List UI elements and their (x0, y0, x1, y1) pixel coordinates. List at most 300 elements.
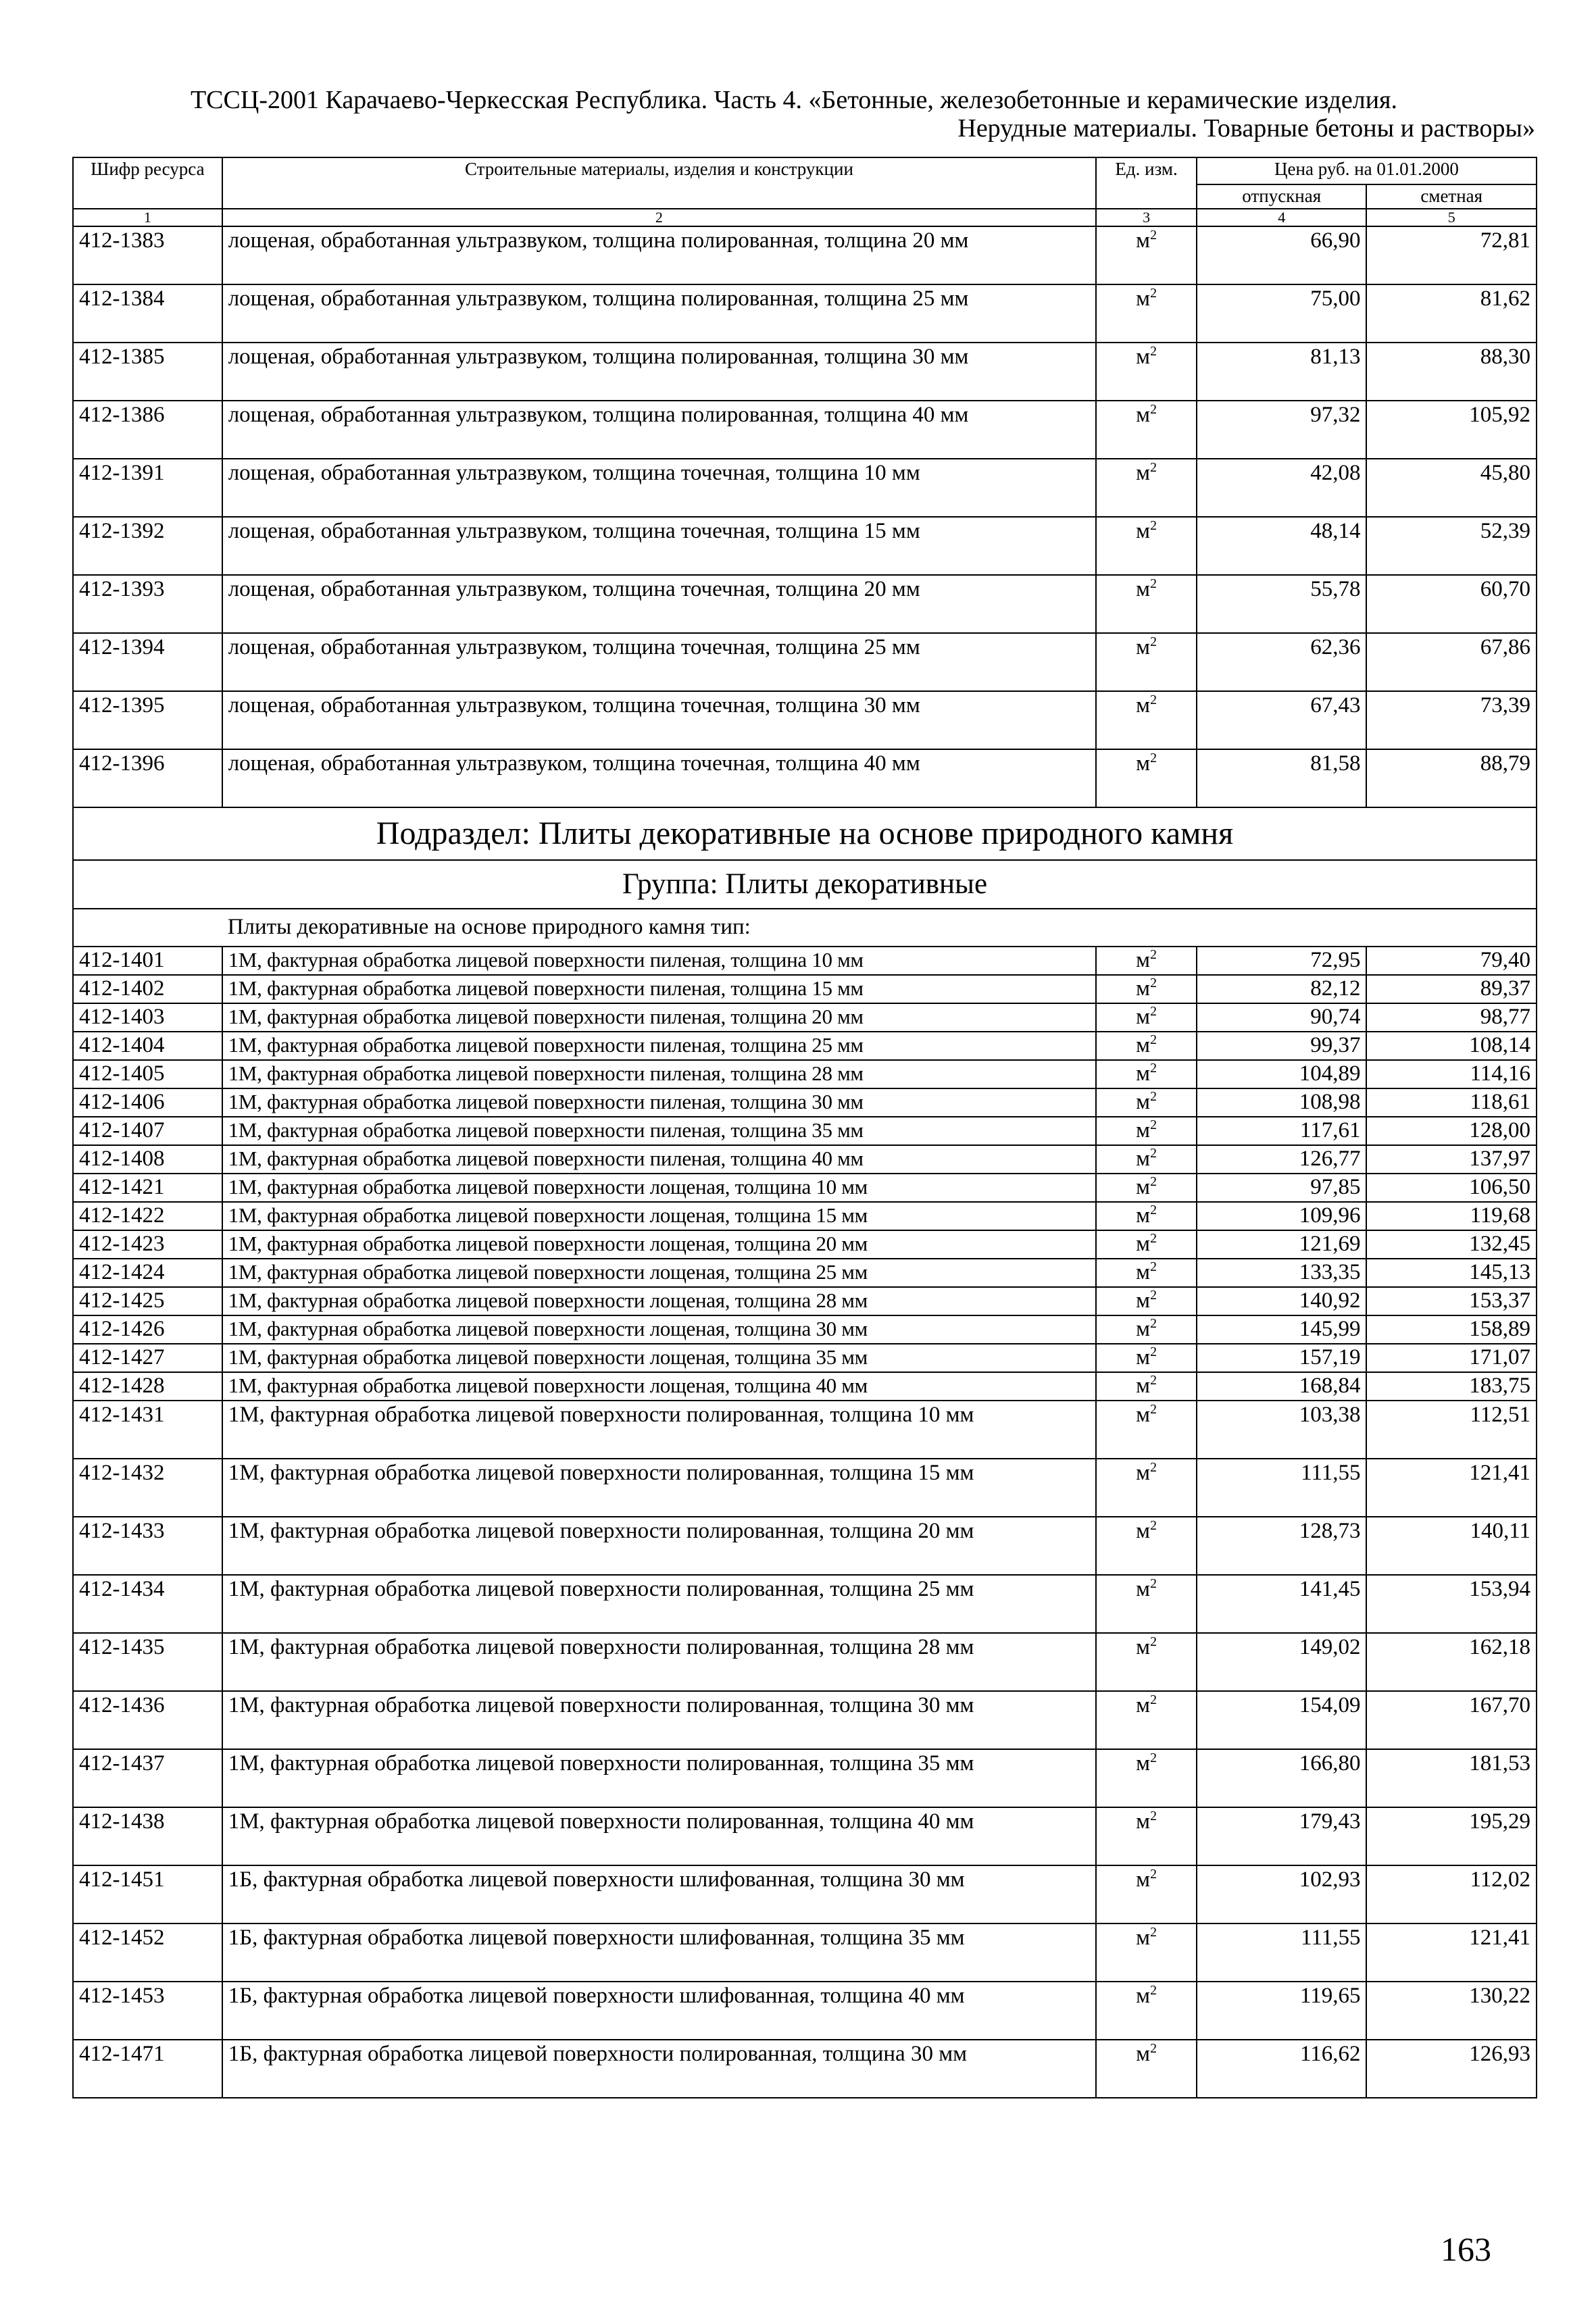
unit-text: м (1136, 345, 1151, 369)
material-name: 1Б, фактурная обработка лицевой поверхности шлифованная, толщина 35 мм (222, 1923, 1096, 1982)
header-release-price: отпускная (1197, 184, 1367, 209)
estimate-price: 73,39 (1366, 691, 1537, 749)
material-name: 1М, фактурная обработка лицевой поверхности пиленая, толщина 20 мм (222, 1003, 1096, 1032)
release-price: 67,43 (1197, 691, 1367, 749)
unit-text: м (1136, 1403, 1151, 1427)
material-name: 1М, фактурная обработка лицевой поверхности пиленая, толщина 30 мм (222, 1088, 1096, 1117)
unit-cell (1096, 691, 1197, 749)
estimate-price: 162,18 (1366, 1633, 1537, 1691)
column-number: 2 (222, 209, 1096, 226)
resource-code: 412-1391 (73, 459, 222, 517)
rows-short (73, 947, 1537, 1401)
unit-cell (1096, 633, 1197, 691)
table-row (73, 1202, 1537, 1230)
release-price: 99,37 (1197, 1032, 1367, 1060)
resource-code: 412-1406 (73, 1088, 222, 1117)
unit-superscript: 2 (1150, 1344, 1157, 1359)
table-row (73, 1060, 1537, 1088)
unit-text: м (1136, 1984, 1151, 2008)
estimate-price: 114,16 (1366, 1060, 1537, 1088)
unit-text: м (1136, 1577, 1151, 1601)
release-price: 103,38 (1197, 1401, 1367, 1459)
material-name: 1М, фактурная обработка лицевой поверхности полированная, толщина 15 мм (222, 1459, 1096, 1517)
header-price: Цена руб. на 01.01.2000 (1197, 157, 1537, 184)
estimate-price: 112,51 (1366, 1401, 1537, 1459)
table-row (73, 1117, 1537, 1145)
unit-superscript: 2 (1150, 1925, 1157, 1940)
release-price: 97,85 (1197, 1174, 1367, 1202)
unit-text: м (1136, 1809, 1151, 1834)
resource-code: 412-1452 (73, 1923, 222, 1982)
unit-superscript: 2 (1150, 1316, 1157, 1331)
material-name: 1М, фактурная обработка лицевой поверхности лощеная, толщина 15 мм (222, 1202, 1096, 1230)
material-name: лощеная, обработанная ультразвуком, толщина точечная, толщина 15 мм (222, 517, 1096, 575)
table-row (73, 1287, 1537, 1315)
unit-superscript: 2 (1150, 1518, 1157, 1533)
unit-cell (1096, 459, 1197, 517)
resource-code: 412-1408 (73, 1145, 222, 1174)
release-price: 111,55 (1197, 1459, 1367, 1517)
unit-superscript: 2 (1150, 1089, 1157, 1104)
unit-cell (1096, 1982, 1197, 2040)
unit-superscript: 2 (1150, 228, 1157, 243)
release-price: 149,02 (1197, 1633, 1367, 1691)
resource-code: 412-1471 (73, 2040, 222, 2098)
unit-text: м (1136, 1693, 1151, 1717)
unit-text: м (1136, 693, 1151, 718)
unit-text: м (1136, 1005, 1151, 1029)
resource-code: 412-1425 (73, 1287, 222, 1315)
table-row (73, 1807, 1537, 1865)
release-price: 82,12 (1197, 975, 1367, 1003)
header-code: Шифр ресурса (73, 157, 222, 209)
unit-superscript: 2 (1150, 1032, 1157, 1047)
unit-text: м (1136, 1061, 1151, 1086)
release-price: 140,92 (1197, 1287, 1367, 1315)
material-name: 1М, фактурная обработка лицевой поверхности пиленая, толщина 40 мм (222, 1145, 1096, 1174)
resource-code: 412-1383 (73, 226, 222, 284)
table-row (73, 1865, 1537, 1923)
resource-code: 412-1422 (73, 1202, 222, 1230)
document-title-line1: ТССЦ-2001 Карачаево-Черкесская Республика. Часть 4. «Бетонные, железобетонные и керамические изделия. (190, 86, 1398, 114)
material-name: лощеная, обработанная ультразвуком, толщина полированная, толщина 20 мм (222, 226, 1096, 284)
unit-superscript: 2 (1150, 1402, 1157, 1417)
unit-text: м (1136, 286, 1151, 311)
table-row (73, 1401, 1537, 1459)
unit-superscript: 2 (1150, 1460, 1157, 1475)
release-price: 133,35 (1197, 1259, 1367, 1287)
resource-code: 412-1451 (73, 1865, 222, 1923)
estimate-price: 158,89 (1366, 1315, 1537, 1344)
table-row (73, 1315, 1537, 1344)
column-number: 5 (1366, 209, 1537, 226)
release-price: 166,80 (1197, 1749, 1367, 1807)
group-heading: Группа: Плиты декоративные (73, 860, 1537, 909)
resource-code: 412-1404 (73, 1032, 222, 1060)
unit-superscript: 2 (1150, 976, 1157, 990)
table-row (73, 1459, 1537, 1517)
resource-code: 412-1432 (73, 1459, 222, 1517)
estimate-price: 171,07 (1366, 1344, 1537, 1372)
unit-cell (1096, 1230, 1197, 1259)
material-name: 1М, фактурная обработка лицевой поверхности пиленая, толщина 15 мм (222, 975, 1096, 1003)
material-name: 1М, фактурная обработка лицевой поверхности пиленая, толщина 28 мм (222, 1060, 1096, 1088)
unit-cell (1096, 1865, 1197, 1923)
table-row (73, 1259, 1537, 1287)
unit-cell (1096, 1344, 1197, 1372)
material-name: 1М, фактурная обработка лицевой поверхности лощеная, толщина 40 мм (222, 1372, 1096, 1401)
resource-code: 412-1384 (73, 284, 222, 343)
unit-text: м (1136, 1033, 1151, 1057)
resource-code: 412-1405 (73, 1060, 222, 1088)
unit-cell (1096, 1174, 1197, 1202)
unit-cell (1096, 1691, 1197, 1749)
material-name: 1М, фактурная обработка лицевой поверхности полированная, толщина 40 мм (222, 1807, 1096, 1865)
unit-superscript: 2 (1150, 634, 1157, 649)
unit-text: м (1136, 1147, 1151, 1171)
estimate-price: 181,53 (1366, 1749, 1537, 1807)
material-name: 1Б, фактурная обработка лицевой поверхности шлифованная, толщина 40 мм (222, 1982, 1096, 2040)
release-price: 97,32 (1197, 401, 1367, 459)
estimate-price: 81,62 (1366, 284, 1537, 343)
resource-code: 412-1435 (73, 1633, 222, 1691)
estimate-price: 60,70 (1366, 575, 1537, 633)
resource-code: 412-1428 (73, 1372, 222, 1401)
table-row (73, 1174, 1537, 1202)
unit-superscript: 2 (1150, 1634, 1157, 1649)
unit-superscript: 2 (1150, 1231, 1157, 1246)
unit-superscript: 2 (1150, 1867, 1157, 1882)
table-row (73, 459, 1537, 517)
unit-cell (1096, 1923, 1197, 1982)
unit-cell (1096, 517, 1197, 575)
release-price: 62,36 (1197, 633, 1367, 691)
unit-cell (1096, 1749, 1197, 1807)
estimate-price: 119,68 (1366, 1202, 1537, 1230)
resource-code: 412-1436 (73, 1691, 222, 1749)
unit-text: м (1136, 1751, 1151, 1776)
unit-cell (1096, 1633, 1197, 1691)
release-price: 128,73 (1197, 1517, 1367, 1575)
table-row (73, 1633, 1537, 1691)
release-price: 102,93 (1197, 1865, 1367, 1923)
material-name: 1М, фактурная обработка лицевой поверхности полированная, толщина 10 мм (222, 1401, 1096, 1459)
estimate-price: 126,93 (1366, 2040, 1537, 2098)
release-price: 119,65 (1197, 1982, 1367, 2040)
unit-superscript: 2 (1150, 1174, 1157, 1189)
unit-superscript: 2 (1150, 1983, 1157, 1998)
release-price: 48,14 (1197, 517, 1367, 575)
estimate-price: 195,29 (1366, 1807, 1537, 1865)
unit-superscript: 2 (1150, 1146, 1157, 1161)
release-price: 145,99 (1197, 1315, 1367, 1344)
unit-superscript: 2 (1150, 460, 1157, 475)
estimate-price: 153,37 (1366, 1287, 1537, 1315)
unit-text: м (1136, 403, 1151, 427)
resource-code: 412-1453 (73, 1982, 222, 2040)
unit-cell (1096, 1088, 1197, 1117)
unit-cell (1096, 575, 1197, 633)
unit-cell (1096, 947, 1197, 975)
unit-text: м (1136, 1461, 1151, 1485)
release-price: 168,84 (1197, 1372, 1367, 1401)
estimate-price: 121,41 (1366, 1459, 1537, 1517)
estimate-price: 89,37 (1366, 975, 1537, 1003)
resource-code: 412-1395 (73, 691, 222, 749)
table-row (73, 975, 1537, 1003)
unit-cell (1096, 1003, 1197, 1032)
price-table (72, 157, 1537, 2098)
unit-text: м (1136, 635, 1151, 659)
material-name: 1М, фактурная обработка лицевой поверхности лощеная, толщина 28 мм (222, 1287, 1096, 1315)
release-price: 108,98 (1197, 1088, 1367, 1117)
table-row (73, 1088, 1537, 1117)
release-price: 55,78 (1197, 575, 1367, 633)
estimate-price: 72,81 (1366, 226, 1537, 284)
release-price: 121,69 (1197, 1230, 1367, 1259)
unit-cell (1096, 1315, 1197, 1344)
material-name: лощеная, обработанная ультразвуком, толщина полированная, толщина 30 мм (222, 343, 1096, 401)
table-row (73, 1372, 1537, 1401)
document-title-line2: Нерудные материалы. Товарные бетоны и растворы» (957, 114, 1535, 143)
table-row (73, 633, 1537, 691)
material-name: 1М, фактурная обработка лицевой поверхности лощеная, толщина 10 мм (222, 1174, 1096, 1202)
resource-code: 412-1396 (73, 749, 222, 807)
release-price: 157,19 (1197, 1344, 1367, 1372)
material-name: 1М, фактурная обработка лицевой поверхности лощеная, толщина 35 мм (222, 1344, 1096, 1372)
resource-code: 412-1438 (73, 1807, 222, 1865)
column-number: 1 (73, 209, 222, 226)
unit-cell (1096, 1287, 1197, 1315)
material-name: лощеная, обработанная ультразвуком, толщина точечная, толщина 25 мм (222, 633, 1096, 691)
unit-cell (1096, 1372, 1197, 1401)
release-price: 42,08 (1197, 459, 1367, 517)
material-name: 1М, фактурная обработка лицевой поверхности полированная, толщина 25 мм (222, 1575, 1096, 1633)
table-row (73, 691, 1537, 749)
material-name: 1Б, фактурная обработка лицевой поверхности шлифованная, толщина 30 мм (222, 1865, 1096, 1923)
estimate-price: 45,80 (1366, 459, 1537, 517)
table-row (73, 1923, 1537, 1982)
release-price: 116,62 (1197, 2040, 1367, 2098)
resource-code: 412-1437 (73, 1749, 222, 1807)
resource-code: 412-1431 (73, 1401, 222, 1459)
note-spacer (73, 909, 222, 947)
unit-cell (1096, 1575, 1197, 1633)
release-price: 81,58 (1197, 749, 1367, 807)
resource-code: 412-1434 (73, 1575, 222, 1633)
table-row (73, 284, 1537, 343)
unit-cell (1096, 2040, 1197, 2098)
unit-superscript: 2 (1150, 518, 1157, 533)
table-row (73, 1032, 1537, 1060)
unit-cell (1096, 1202, 1197, 1230)
estimate-price: 167,70 (1366, 1691, 1537, 1749)
unit-cell (1096, 1145, 1197, 1174)
header-name: Строительные материалы, изделия и конструкции (222, 157, 1096, 209)
unit-text: м (1136, 976, 1151, 1001)
unit-text: м (1136, 2042, 1151, 2066)
unit-cell (1096, 1401, 1197, 1459)
resource-code: 412-1407 (73, 1117, 222, 1145)
unit-text: м (1136, 461, 1151, 485)
resource-code: 412-1385 (73, 343, 222, 401)
unit-superscript: 2 (1150, 1004, 1157, 1019)
table-row (73, 226, 1537, 284)
resource-code: 412-1386 (73, 401, 222, 459)
material-name: 1М, фактурная обработка лицевой поверхности лощеная, толщина 30 мм (222, 1315, 1096, 1344)
unit-superscript: 2 (1150, 1809, 1157, 1823)
estimate-price: 98,77 (1366, 1003, 1537, 1032)
rows-bottom (73, 1401, 1537, 2098)
release-price: 90,74 (1197, 1003, 1367, 1032)
unit-text: м (1136, 751, 1151, 776)
estimate-price: 79,40 (1366, 947, 1537, 975)
table-row (73, 1575, 1537, 1633)
resource-code: 412-1421 (73, 1174, 222, 1202)
material-name: 1М, фактурная обработка лицевой поверхности полированная, толщина 30 мм (222, 1691, 1096, 1749)
resource-code: 412-1427 (73, 1344, 222, 1372)
unit-cell (1096, 1517, 1197, 1575)
table-row (73, 2040, 1537, 2098)
resource-code: 412-1401 (73, 947, 222, 975)
unit-text: м (1136, 1175, 1151, 1199)
estimate-price: 130,22 (1366, 1982, 1537, 2040)
table-row (73, 1517, 1537, 1575)
estimate-price: 108,14 (1366, 1032, 1537, 1060)
release-price: 72,95 (1197, 947, 1367, 975)
material-name: 1М, фактурная обработка лицевой поверхности пиленая, толщина 35 мм (222, 1117, 1096, 1145)
release-price: 81,13 (1197, 343, 1367, 401)
estimate-price: 140,11 (1366, 1517, 1537, 1575)
table-row (73, 947, 1537, 975)
material-name: лощеная, обработанная ультразвуком, толщина точечная, толщина 10 мм (222, 459, 1096, 517)
unit-text: м (1136, 1118, 1151, 1142)
material-name: лощеная, обработанная ультразвуком, толщина полированная, толщина 40 мм (222, 401, 1096, 459)
unit-cell (1096, 401, 1197, 459)
unit-text: м (1136, 577, 1151, 601)
material-name: 1М, фактурная обработка лицевой поверхности лощеная, толщина 20 мм (222, 1230, 1096, 1259)
unit-superscript: 2 (1150, 1203, 1157, 1217)
resource-code: 412-1402 (73, 975, 222, 1003)
unit-cell (1096, 343, 1197, 401)
release-price: 109,96 (1197, 1202, 1367, 1230)
release-price: 117,61 (1197, 1117, 1367, 1145)
unit-text: м (1136, 1317, 1151, 1341)
estimate-price: 128,00 (1366, 1117, 1537, 1145)
release-price: 104,89 (1197, 1060, 1367, 1088)
unit-cell (1096, 1807, 1197, 1865)
material-name: 1М, фактурная обработка лицевой поверхности пиленая, толщина 10 мм (222, 947, 1096, 975)
unit-text: м (1136, 1519, 1151, 1543)
table-row (73, 1145, 1537, 1174)
subsection-heading: Подраздел: Плиты декоративные на основе природного камня (73, 807, 1537, 860)
unit-cell (1096, 1117, 1197, 1145)
estimate-price: 88,30 (1366, 343, 1537, 401)
unit-text: м (1136, 1203, 1151, 1228)
unit-cell (1096, 749, 1197, 807)
unit-superscript: 2 (1150, 1117, 1157, 1132)
material-name: лощеная, обработанная ультразвуком, толщина полированная, толщина 25 мм (222, 284, 1096, 343)
material-name: 1М, фактурная обработка лицевой поверхности лощеная, толщина 25 мм (222, 1259, 1096, 1287)
unit-text: м (1136, 1232, 1151, 1256)
group-note: Плиты декоративные на основе природного камня тип: (222, 909, 1537, 947)
estimate-price: 183,75 (1366, 1372, 1537, 1401)
unit-superscript: 2 (1150, 1373, 1157, 1388)
release-price: 154,09 (1197, 1691, 1367, 1749)
resource-code: 412-1424 (73, 1259, 222, 1287)
unit-superscript: 2 (1150, 1259, 1157, 1274)
column-number: 4 (1197, 209, 1367, 226)
unit-cell (1096, 975, 1197, 1003)
unit-superscript: 2 (1150, 344, 1157, 359)
unit-superscript: 2 (1150, 1751, 1157, 1765)
page-number: 163 (1441, 2230, 1491, 2268)
unit-text: м (1136, 948, 1151, 972)
unit-cell (1096, 226, 1197, 284)
estimate-price: 121,41 (1366, 1923, 1537, 1982)
table-row (73, 1749, 1537, 1807)
material-name: 1М, фактурная обработка лицевой поверхности пиленая, толщина 25 мм (222, 1032, 1096, 1060)
unit-superscript: 2 (1150, 1288, 1157, 1303)
release-price: 179,43 (1197, 1807, 1367, 1865)
header-estimate-price: сметная (1366, 184, 1537, 209)
material-name: 1М, фактурная обработка лицевой поверхности полированная, толщина 28 мм (222, 1633, 1096, 1691)
unit-superscript: 2 (1150, 693, 1157, 707)
table-row (73, 1344, 1537, 1372)
estimate-price: 153,94 (1366, 1575, 1537, 1633)
resource-code: 412-1426 (73, 1315, 222, 1344)
unit-superscript: 2 (1150, 1576, 1157, 1591)
table-row (73, 575, 1537, 633)
estimate-price: 118,61 (1366, 1088, 1537, 1117)
estimate-price: 137,97 (1366, 1145, 1537, 1174)
table-row (73, 343, 1537, 401)
unit-cell (1096, 284, 1197, 343)
unit-superscript: 2 (1150, 402, 1157, 417)
unit-text: м (1136, 1345, 1151, 1369)
unit-superscript: 2 (1150, 576, 1157, 591)
unit-text: м (1136, 1867, 1151, 1892)
release-price: 111,55 (1197, 1923, 1367, 1982)
unit-text: м (1136, 1926, 1151, 1950)
unit-cell (1096, 1459, 1197, 1517)
table-row (73, 1003, 1537, 1032)
unit-cell (1096, 1032, 1197, 1060)
unit-superscript: 2 (1150, 751, 1157, 765)
unit-text: м (1136, 1288, 1151, 1313)
header-unit: Ед. изм. (1096, 157, 1197, 209)
unit-cell (1096, 1060, 1197, 1088)
resource-code: 412-1403 (73, 1003, 222, 1032)
material-name: лощеная, обработанная ультразвуком, толщина точечная, толщина 40 мм (222, 749, 1096, 807)
release-price: 126,77 (1197, 1145, 1367, 1174)
unit-superscript: 2 (1150, 2041, 1157, 2056)
release-price: 75,00 (1197, 284, 1367, 343)
rows-top (73, 226, 1537, 807)
resource-code: 412-1393 (73, 575, 222, 633)
unit-text: м (1136, 228, 1151, 253)
estimate-price: 52,39 (1366, 517, 1537, 575)
resource-code: 412-1433 (73, 1517, 222, 1575)
unit-text: м (1136, 519, 1151, 543)
table-row (73, 517, 1537, 575)
resource-code: 412-1423 (73, 1230, 222, 1259)
unit-cell (1096, 1259, 1197, 1287)
estimate-price: 145,13 (1366, 1259, 1537, 1287)
release-price: 141,45 (1197, 1575, 1367, 1633)
table-row (73, 401, 1537, 459)
release-price: 66,90 (1197, 226, 1367, 284)
